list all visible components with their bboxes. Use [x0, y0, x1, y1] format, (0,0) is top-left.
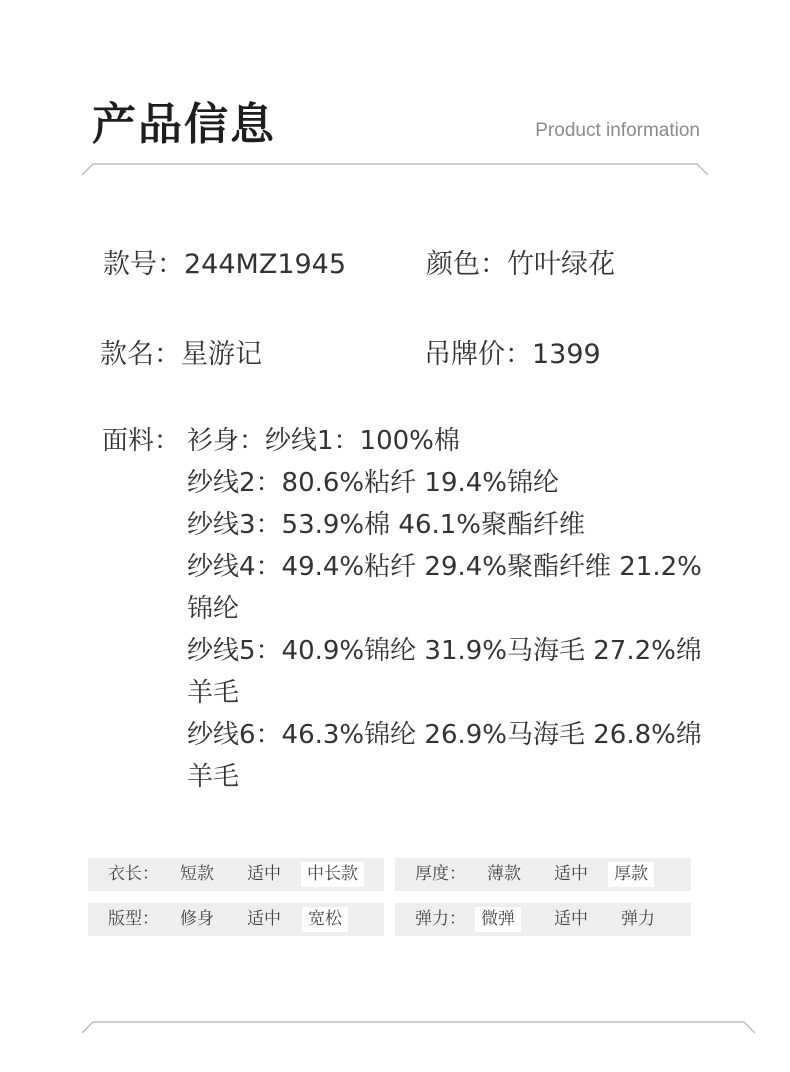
option-slim: 修身 — [180, 909, 214, 929]
attribute-label: 衣长： — [108, 864, 159, 884]
option-medium: 适中 — [247, 909, 281, 929]
style-name: 款名：星游记 — [100, 339, 262, 370]
bottom-divider — [0, 1018, 790, 1038]
attribute-label: 弹力： — [415, 909, 466, 929]
attribute-fit — [88, 903, 384, 936]
option-short: 短款 — [180, 864, 214, 884]
option-medium: 适中 — [554, 909, 588, 929]
fabric-line-yarn6: 纱线6：46.3%锦纶 26.9%马海毛 26.8%绵羊毛 — [187, 720, 702, 792]
page-subtitle: Product information — [535, 120, 700, 141]
option-thin: 薄款 — [487, 864, 521, 884]
color-value: 颜色：竹叶绿花 — [426, 249, 615, 280]
attribute-label: 版型： — [108, 909, 159, 929]
attribute-elasticity — [395, 903, 691, 936]
option-slight-stretch-selected: 微弹 — [475, 907, 521, 932]
fabric-composition — [187, 420, 727, 798]
attribute-thickness — [395, 858, 691, 891]
attribute-length — [88, 858, 384, 891]
option-loose-selected: 宽松 — [302, 907, 348, 932]
option-stretch: 弹力 — [621, 909, 655, 929]
option-medium: 适中 — [554, 864, 588, 884]
tag-price: 吊牌价：1399 — [424, 339, 601, 370]
top-divider — [0, 160, 790, 180]
fabric-line-body: 衫身：纱线1：100%棉 — [187, 426, 460, 456]
page-title: 产品信息 — [92, 99, 276, 150]
fabric-line-yarn5: 纱线5：40.9%锦纶 31.9%马海毛 27.2%绵羊毛 — [187, 636, 702, 708]
style-number: 款号：244MZ1945 — [103, 249, 347, 280]
option-mid-long-selected: 中长款 — [301, 862, 364, 887]
attribute-label: 厚度： — [415, 864, 466, 884]
fabric-line-yarn2: 纱线2：80.6%粘纤 19.4%锦纶 — [187, 468, 559, 498]
fabric-line-yarn4: 纱线4：49.4%粘纤 29.4%聚酯纤维 21.2%锦纶 — [187, 552, 702, 624]
option-medium: 适中 — [247, 864, 281, 884]
fabric-line-yarn3: 纱线3：53.9%棉 46.1%聚酯纤维 — [187, 510, 585, 540]
fabric-label: 面料： — [102, 426, 181, 456]
option-thick-selected: 厚款 — [608, 862, 654, 887]
